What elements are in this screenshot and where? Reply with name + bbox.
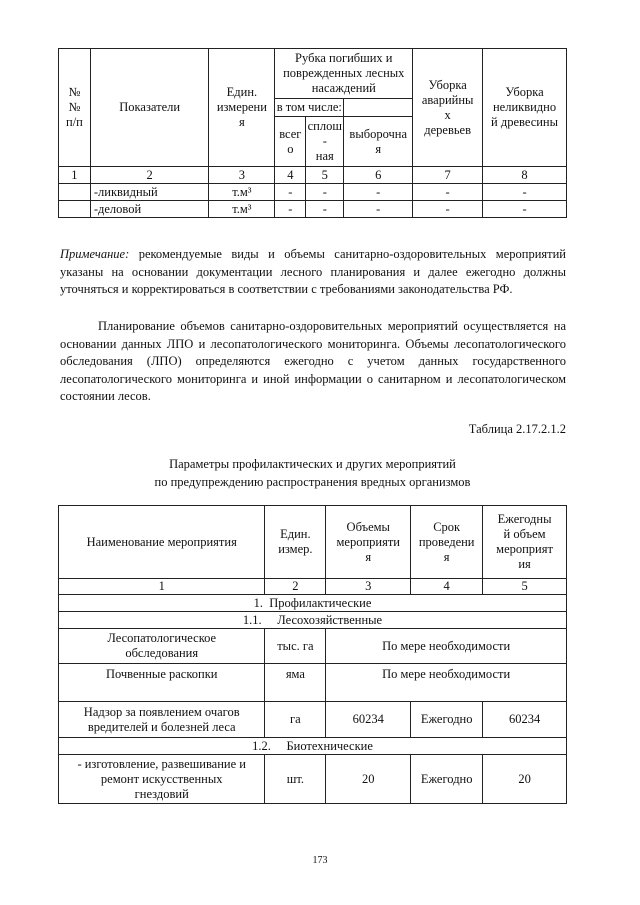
col-number: 1 — [59, 579, 265, 595]
cell-name: - изготовление, развешивание и ремонт искусственных гнездовий — [59, 755, 265, 804]
cell-value: - — [413, 201, 483, 218]
table-row — [59, 184, 567, 201]
col-number: 5 — [306, 167, 344, 184]
col-number: 1 — [59, 167, 91, 184]
page-number: 173 — [312, 855, 328, 866]
cell-name: Почвенные раскопки — [59, 664, 265, 702]
cell-name: -ликвидный — [90, 184, 209, 201]
cell-unit: т.м³ — [209, 201, 275, 218]
cell-value: - — [275, 201, 306, 218]
header-unit: Един. измер. — [265, 506, 326, 579]
section-heading: 1. Профилактические — [59, 595, 567, 612]
col-number: 8 — [483, 167, 567, 184]
header-annual: Ежегодны й объем мероприят ия — [483, 506, 567, 579]
header-volume: Объемы мероприяти я — [326, 506, 411, 579]
cell-name: -деловой — [90, 201, 209, 218]
table-number: Таблица 2.17.2.1.2 — [468, 422, 566, 436]
cell-value: - — [306, 184, 344, 201]
note-text: рекомендуемые виды и объемы санитарно-оздоровительных мероприятий указаны на основании документации лесного планирования и далее ежегодно должны уточняться и корректироваться в соответствии с требованиями законодательства РФ. — [60, 247, 566, 296]
cell-name: Надзор за появлением очагов вредителей и болезней леса — [59, 702, 265, 738]
col-number: 2 — [265, 579, 326, 595]
table-title-line2: по предупреждению распространения вредных организмов — [154, 475, 471, 489]
header-emergency: Уборка аварийны х деревьев — [413, 49, 483, 167]
col-number: 2 — [90, 167, 209, 184]
cell-annual: 60234 — [483, 702, 567, 738]
cell-unit: т.м³ — [209, 184, 275, 201]
header-total: всег о — [275, 117, 306, 167]
cell-term: Ежегодно — [411, 702, 483, 738]
header-nonliquid: Уборка неликвидно й древесины — [483, 49, 567, 167]
table-title-line1: Параметры профилактических и других мероприятий — [169, 457, 456, 471]
table-row — [59, 664, 567, 702]
col-number: 6 — [344, 167, 413, 184]
col-number: 4 — [411, 579, 483, 595]
table-row — [59, 702, 567, 738]
col-number: 7 — [413, 167, 483, 184]
cell-value: - — [275, 184, 306, 201]
cell-volume: 20 — [326, 755, 411, 804]
header-indicators: Показатели — [90, 49, 209, 167]
cell-value: - — [344, 201, 413, 218]
header-including: в том числе: — [275, 99, 344, 117]
cell-merged: По мере необходимости — [326, 664, 567, 702]
measures-parameters-table — [58, 505, 567, 804]
cell-merged: По мере необходимости — [326, 629, 567, 664]
header-name: Наименование мероприятия — [59, 506, 265, 579]
cell-value: - — [413, 184, 483, 201]
cell-value: - — [306, 201, 344, 218]
table-row — [59, 629, 567, 664]
subsection-heading: 1.1. Лесохозяйственные — [59, 612, 567, 629]
cell-unit: шт. — [265, 755, 326, 804]
cell-unit: га — [265, 702, 326, 738]
cell-num — [59, 201, 91, 218]
cell-unit: яма — [265, 664, 326, 702]
note-label: Примечание: — [60, 247, 130, 261]
table-row — [59, 755, 567, 804]
subsection-heading: 1.2. Биотехнические — [59, 738, 567, 755]
header-clear: сплош - ная — [306, 117, 344, 167]
cell-annual: 20 — [483, 755, 567, 804]
body-paragraph: Планирование объемов санитарно-оздоровительных мероприятий осуществляется на основании данных ЛПО и лесопатологического мониторинга. Объемы лесопатологического обследования (ЛПО) определяются ежегодно с учетом данных государственного лесопатологического мониторинга и иной информации о санитарном и лесопатологическом состоянии лесов. — [60, 319, 566, 403]
cell-volume: 60234 — [326, 702, 411, 738]
header-unit: Един. измерени я — [209, 49, 275, 167]
cell-value: - — [483, 184, 567, 201]
note-paragraph — [60, 246, 566, 299]
header-felling: Рубка погибших и поврежденных лесных насаждений — [275, 49, 413, 99]
header-term: Срок проведени я — [411, 506, 483, 579]
column-number-row — [59, 167, 567, 184]
cell-unit: тыс. га — [265, 629, 326, 664]
cell-value: - — [344, 184, 413, 201]
cell-name: Лесопатологическое обследования — [59, 629, 265, 664]
cell-term: Ежегодно — [411, 755, 483, 804]
header-num: № № п/п — [59, 49, 91, 167]
cell-num — [59, 184, 91, 201]
cell-value: - — [483, 201, 567, 218]
header-selective: выборочна я — [344, 117, 413, 167]
sanitary-measures-table — [58, 48, 567, 218]
col-number: 4 — [275, 167, 306, 184]
table-row — [59, 201, 567, 218]
col-number: 3 — [209, 167, 275, 184]
col-number: 3 — [326, 579, 411, 595]
column-number-row — [59, 579, 567, 595]
col-number: 5 — [483, 579, 567, 595]
